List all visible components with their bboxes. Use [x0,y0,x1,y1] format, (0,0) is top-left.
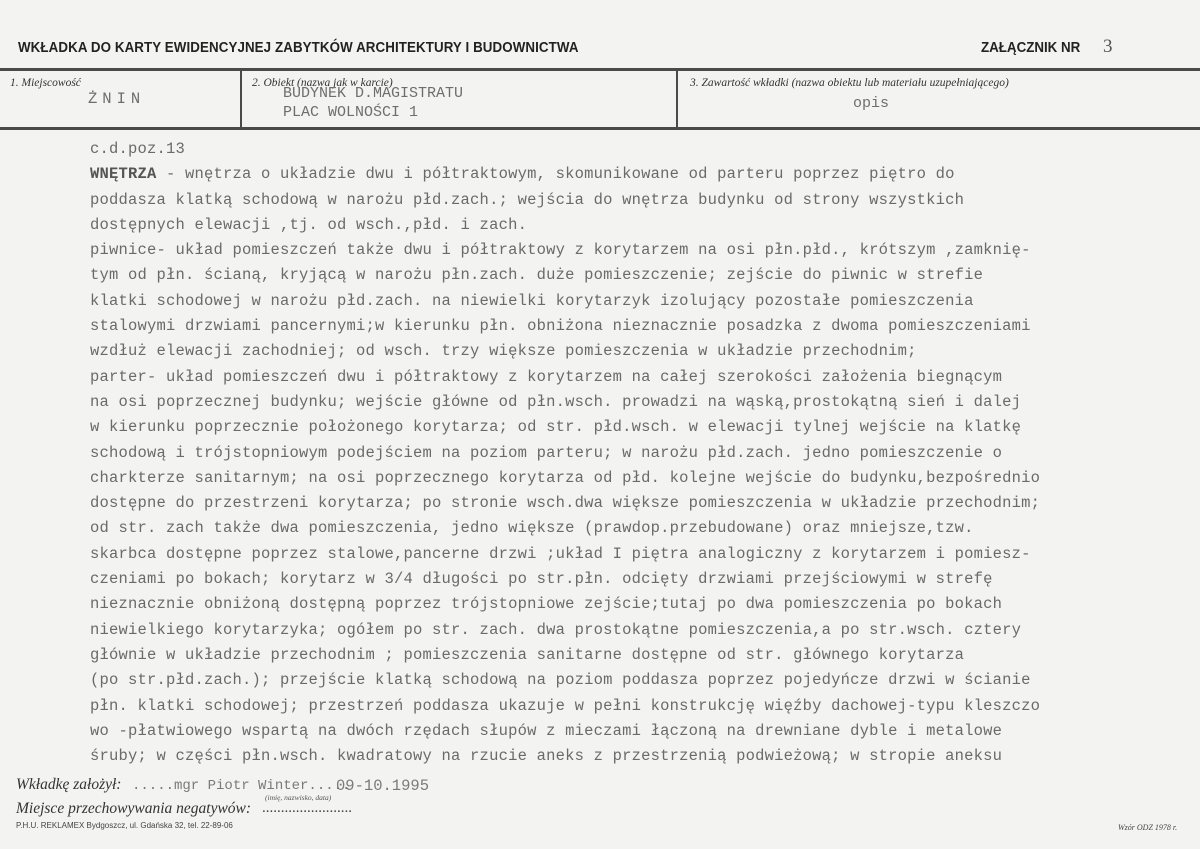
negatives-storage-label: Miejsce przechowywania negatywów: [16,800,252,817]
line-text: klatki schodowej w narożu płd.zach. na niewielki korytarzyk izolujący pozostałe pomieszczenia [90,291,974,310]
line-text: - wnętrza o układzie dwu i półtraktowym, skomunikowane od parteru poprzez piętro do [156,165,955,184]
prepared-date: 09-10.1995 [336,777,430,795]
text-line [90,516,1180,541]
object-value-line2: PLAC WOLNOŚCI 1 [283,104,419,121]
text-line [90,618,1180,643]
line-text: w kierunku poprzecznie położonego korytarza; od str. płd.wsch. w elewacji tylnej wejście na klatkę [90,418,1022,437]
section-heading: WNĘTRZA [90,165,157,184]
line-text: na osi poprzecznej budynku; wejście główne od płn.wsch. prowadzi na wąską,prostokątną sień i dalej [90,392,1022,411]
prepared-by-label: Wkładkę założył: [16,776,122,793]
object-label: 2. Obiekt (nazwa jak w karcie) [252,77,393,89]
text-line [90,390,1180,415]
text-line [90,491,1180,516]
line-text: skarbca dostępne poprzez stalowe,pancerne drzwi ;układ I piętra analogiczny z korytarzem i pomiesz- [90,544,1031,563]
fields-row [0,71,1200,130]
text-line [90,365,1180,390]
text-line [90,263,1180,288]
line-text: od str. zach także dwa pomieszczenia, jedno większe (prawdop.przebudowane) oraz mniejsze,tzw. [90,519,974,538]
text-line [90,289,1180,314]
object-field [242,71,678,127]
locality-field [0,71,242,127]
line-text: dostępnych elewacji ,tj. od wsch.,płd. i zach. [90,215,528,234]
line-text: czeniami po bokach; korytarz w 3/4 długości po str.płn. odcięty drzwiami przejściowymi w strefę [90,570,993,589]
line-text: płn. klatki schodowej; przestrzeń poddasza ukazuje w pełni konstrukcję więźby dachowej-typu kleszczo [90,696,1041,715]
line-text: śruby; w części płn.wsch. kwadratowy na rzucie aneks z przestrzenią podwieżową; w stropie aneksu [90,747,1003,766]
text-line [90,592,1180,617]
text-line [90,137,1180,162]
text-line [90,415,1180,440]
text-line [90,188,1180,213]
line-text: charkterze sanitarnym; na osi poprzecznego korytarza od płd. kolejne wejście do budynku,bezpośrednio [90,468,1041,487]
text-line [90,162,1180,187]
locality-label: 1. Miejscowość [10,77,81,89]
attachment-number: 3 [1103,36,1113,57]
form-title: WKŁADKA DO KARTY EWIDENCYJNEJ ZABYTKÓW ARCHITEKTURY I BUDOWNICTWA [18,40,579,56]
form-header [18,38,1188,60]
locality-value: ŻNIN [88,90,146,108]
prepared-by-value: .....mgr Piotr Winter..... [132,778,351,794]
text-line [90,213,1180,238]
contents-label: 3. Zawartość wkładki (nazwa obiektu lub materiału uzupełniającego) [690,77,1009,89]
line-text: poddasza klatką schodową w narożu płd.zach.; wejścia do wnętrza budynku od strony wszystkich [90,190,965,209]
text-line [90,466,1180,491]
text-line [90,314,1180,339]
line-text: (po str.płd.zach.); przejście klatką schodową na poziom poddasza poprzez pojedyńcze drzwi w ścianie [90,671,1031,690]
text-line [90,567,1180,592]
line-text: dostępne do przestrzeni korytarza; po stronie wsch.dwa większe pomieszczenia w układzie przechodnim; [90,494,1041,513]
line-text: wzdłuż elewacji zachodniej; od wsch. trzy większe pomieszczenia w układzie przechodnim; [90,342,917,361]
text-line [90,441,1180,466]
text-line [90,744,1180,769]
line-text: parter- układ pomieszczeń dwu i półtraktowy z korytarzem na całej szerokości założenia biegnącym [90,367,1003,386]
line-text: tym od płn. ścianą, kryjącą w narożu płn.zach. duże pomieszczenie; zejście do piwnic w strefie [90,266,984,285]
text-line [90,643,1180,668]
line-text: c.d.poz.13 [90,140,186,158]
printer-imprint: P.H.U. REKLAMEX Bydgoszcz, ul. Gdańska 32, tel. 22-89-06 [16,821,233,830]
line-text: głównie w układzie przechodnim ; pomieszczenia sanitarne dostępne od str. głównego korytarza [90,645,965,664]
line-text: stalowymi drzwiami pancernymi;w kierunku płn. obniżona nieznacznie posadzka z dwoma pomieszczeniami [90,317,1031,336]
text-line [90,668,1180,693]
text-line [90,238,1180,263]
text-line [90,339,1180,364]
contents-value: opis [853,95,890,112]
contents-field [678,71,1200,127]
text-line [90,694,1180,719]
line-text: schodową i trójstopniowym podejściem na poziom parteru; w narożu płd.zach. jedno pomieszczenie o [90,443,1003,462]
text-line [90,719,1180,744]
text-line [90,542,1180,567]
line-text: niewielkiego korytarzyka; ogółem po str. zach. dwa prostokątne pomieszczenia,a po str.wsch. cztery [90,620,1022,639]
object-value-line1: BUDYNEK D.MAGISTRATU [283,85,464,102]
typed-description [90,137,1180,769]
attachment-label: ZAŁĄCZNIK NR [981,40,1081,56]
line-text: wo -płatwiowego wspartą na dwóch rzędach słupów z mieczami łączoną na drewniane dyble i metalowe [90,721,1003,740]
line-text: piwnice- układ pomieszczeń także dwu i półtraktowy z korytarzem na osi płn.płd., krótszym ,zamknię- [90,241,1031,260]
form-model: Wzór ODZ 1978 r. [1118,823,1178,832]
negatives-storage-value: ........................ [262,800,352,816]
prepared-by-hint: (imię, nazwisko, data) [265,793,332,802]
line-text: nieznacznie obniżoną dostępną poprzez trójstopniowe zejście;tutaj po dwa pomieszczenia po bokach [90,595,1003,614]
